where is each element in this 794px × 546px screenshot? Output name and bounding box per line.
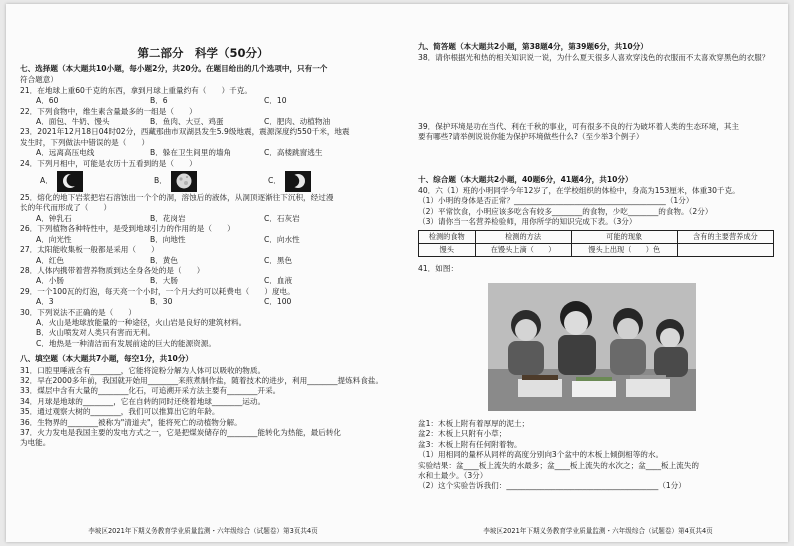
- question-21: 21．在地球上重60千克的东西，拿到月球上重量约有（ ）千克。: [20, 85, 252, 95]
- question-40-part-2: （2）平常饮食，小明应该多吃含有较多________的食物，少吃________的食物。（2分）: [418, 206, 713, 216]
- option: B．大肠: [150, 276, 178, 286]
- question-23: 23．2021年12月18日04时02分，西藏那曲市双湖县发生5.9级地震，震源深度约550千米，地震: [20, 127, 350, 137]
- table-header-cell: 含有的主要营养成分: [677, 230, 773, 243]
- table-cell: [677, 244, 773, 257]
- table-row: [419, 244, 774, 257]
- question-23-cont: 发生时，下列做法中错误的是（ ）: [20, 137, 150, 147]
- question-25: 25．熔化的地下岩浆把岩石溶蚀出一个个的洞，溶蚀后的液体，从洞顶逐渐往下沉积，经过漫: [20, 193, 334, 203]
- question-36: 36．生物界的________被称为"清道夫"，能将死亡的动植物分解。: [20, 417, 242, 427]
- option: B．鱼肉、大豆、鸡蛋: [150, 117, 224, 127]
- option: C．向水性: [264, 234, 300, 244]
- option: B．花岗岩: [150, 213, 186, 223]
- question-28-options: [20, 276, 386, 286]
- question-24-options: [20, 170, 386, 192]
- option: A．小肠: [36, 276, 64, 286]
- question-41-part-2: （2）这个实验告诉我们：________________________________________（1分）: [418, 481, 686, 491]
- table-header-cell: 可能的现象: [571, 230, 677, 243]
- question-40: 40．六（1）班的小明同学今年12岁了，在学校组织的体检中，身高为153厘米，体重30千克。: [418, 186, 740, 196]
- section-7-header-cont: 符合题意）: [20, 75, 58, 85]
- question-30-option-b: B．火山喷发对人类只有害而无利。: [36, 328, 156, 338]
- page-3: [20, 4, 386, 542]
- option-a: [40, 171, 154, 192]
- option-label: C．: [268, 175, 281, 185]
- option-c: [268, 171, 382, 192]
- experiment-result-cont: 水和土最少。（3分）: [418, 470, 488, 480]
- experiment-pot-1: 盆1：木板上附有着厚厚的泥土；: [418, 418, 530, 428]
- exam-sheet: [6, 4, 788, 542]
- section-8-header: 八、填空题（本大题共7小题，每空1分，共10分）: [20, 354, 194, 364]
- question-24: 24．下列月相中，可能是农历十五看到的是（ ）: [20, 158, 197, 168]
- question-27: 27．太阳能收集板一般都是采用（ ）: [20, 245, 159, 255]
- question-35: 35．通过观察大树的________，我们可以推算出它的年龄。: [20, 407, 220, 417]
- option: A．钟乳石: [36, 213, 72, 223]
- question-30-option-a: A．火山是地球放能量的一种途径，火山岩是良好的建筑材料。: [36, 317, 247, 327]
- experiment-pot-3: 盆3：木板上附有任何附着物。: [418, 439, 522, 449]
- option: A．3: [36, 297, 54, 307]
- part-title: 第二部分 科学（50分）: [137, 46, 269, 60]
- option: B．黄色: [150, 255, 178, 265]
- question-30: 30．下列说法不正确的是（ ）: [20, 307, 136, 317]
- option-label: A．: [40, 175, 53, 185]
- option: B．躲在卫生间里的墙角: [150, 148, 232, 158]
- option: B．30: [150, 297, 173, 307]
- section-9-header: 九、简答题（本大题共2小题，第38题4分，第39题6分，共10分）: [418, 42, 648, 51]
- option: C．肥肉、动植物油: [264, 117, 331, 127]
- answer-space: [418, 143, 778, 173]
- question-37-cont: 为电能。: [20, 438, 51, 448]
- option: A．向光性: [36, 234, 72, 244]
- full-moon-icon: [171, 171, 197, 192]
- question-30-option-c: C．地热是一种清洁而有发展前途的巨大的能源资源。: [36, 338, 216, 348]
- option: B．6: [150, 96, 168, 106]
- question-28: 28．人体内携带着营养物质到达全身各处的是（ ）: [20, 265, 205, 275]
- option: C．10: [264, 96, 287, 106]
- option: A．红色: [36, 255, 64, 265]
- question-39: 39．保护环境是功在当代、利在千秋的事业，可有很多不良的行为破坏着人类的生态环境，其主: [418, 121, 740, 131]
- section-10-header: 十、综合题（本大题共2小题，40题6分，41题4分，共10分）: [418, 174, 633, 184]
- nutrient-test-table: [418, 230, 774, 258]
- option: C．黑色: [264, 255, 293, 265]
- question-22-options: [20, 117, 386, 127]
- option: A．远离高压电线: [36, 148, 95, 158]
- section-7-header: 七、选择题（本大题共10小题，每小题2分，共20分。在题目给出的几个选项中，只有一个: [20, 64, 328, 73]
- question-25-options: [20, 214, 386, 224]
- question-27-options: [20, 256, 386, 266]
- table-header-row: [419, 230, 774, 243]
- option: B．向地性: [150, 234, 186, 244]
- question-41-part-1: （1）用相同的量杯从同样的高度分别向3个盆中的木板上倾倒相等的水。: [418, 450, 664, 460]
- question-37: 37．火力发电是我国主要的发电方式之一，它是把煤炭储存的________能转化为热能，最后转化: [20, 428, 342, 437]
- table-cell: 在馒头上滴（ ）: [475, 244, 571, 257]
- experiment-illustration: [488, 283, 696, 411]
- option-label: B．: [154, 175, 167, 185]
- page-4: [418, 4, 778, 542]
- table-header-cell: 检测的方法: [475, 230, 571, 243]
- question-23-options: [20, 148, 386, 158]
- option: C．100: [264, 297, 292, 307]
- option: C．高楼跳窗逃生: [264, 148, 323, 158]
- question-31: 31．口腔里唾液含有________，它能将淀粉分解为人体可以吸收的物质。: [20, 365, 266, 375]
- question-41: 41．如图：: [418, 264, 459, 274]
- question-29-options: [20, 297, 386, 307]
- table-header-cell: 检测的食物: [419, 230, 476, 243]
- question-22: 22．下列食物中，维生素含量最多的一组是（ ）: [20, 106, 197, 116]
- table-cell: 馒头上出现（ ）色: [571, 244, 677, 257]
- question-40-part-3: （3）请你当一名营养检验师，用你所学的知识完成下表。（3分）: [418, 217, 637, 227]
- experiment-result: 实验结果：盆____板上流失的水最多；盆____板上流失的水次之；盆____板上流失的: [418, 460, 699, 470]
- question-29: 29．一个100瓦的灯泡，每天亮一个小时，一个月大约可以耗费电（ ）度电。: [20, 286, 295, 296]
- question-39-cont: 要有哪些?请举例说说你能为保护环境做些什么?（至少举3个例子）: [418, 132, 644, 142]
- question-26-options: [20, 235, 386, 245]
- page-footer: 李坡区2021年下期义务教育学业质量监测・六年级综合（试题卷）第3页共4页: [88, 526, 318, 535]
- page-footer: 李坡区2021年下期义务教育学业质量监测・六年级综合（试题卷）第4页共4页: [483, 526, 713, 535]
- question-40-part-1: （1）小明的身体是否正常？________________________________________（1分）: [418, 196, 694, 206]
- crescent-moon-icon: [57, 171, 83, 192]
- question-33: 33．煤层中含有大量的________化石，可追溯开采方法主要有________开采。: [20, 386, 281, 396]
- question-25-cont: 长的年代而形成了（ ）: [20, 203, 112, 213]
- question-32: 32．早在2000多年前，我国就开始用________来煎煮制作盐，随着技术的进步，利用________提炼料食盐。: [20, 375, 384, 385]
- question-21-options: [20, 96, 386, 106]
- table-cell: 馒头: [419, 244, 476, 257]
- question-38: 38．请你根据光和热的相关知识说一说，为什么夏天很多人喜欢穿浅色的衣服而不太喜欢穿黑色的衣服？: [418, 53, 770, 63]
- option: A．60: [36, 96, 59, 106]
- option: C．石灰岩: [264, 213, 300, 223]
- waning-moon-icon: [285, 171, 311, 192]
- question-26: 26．下列植物各种特性中，是受到地球引力的作用的是（ ）: [20, 224, 235, 234]
- option: C．血液: [264, 276, 293, 286]
- option: A．面包、牛奶、馒头: [36, 117, 110, 127]
- answer-space: [418, 64, 778, 122]
- option-b: [154, 171, 268, 192]
- question-34: 34．月球是地球的________，它在自转的同时还绕着地球________运动。: [20, 396, 266, 406]
- experiment-pot-2: 盆2：木板上只附有小草；: [418, 429, 507, 439]
